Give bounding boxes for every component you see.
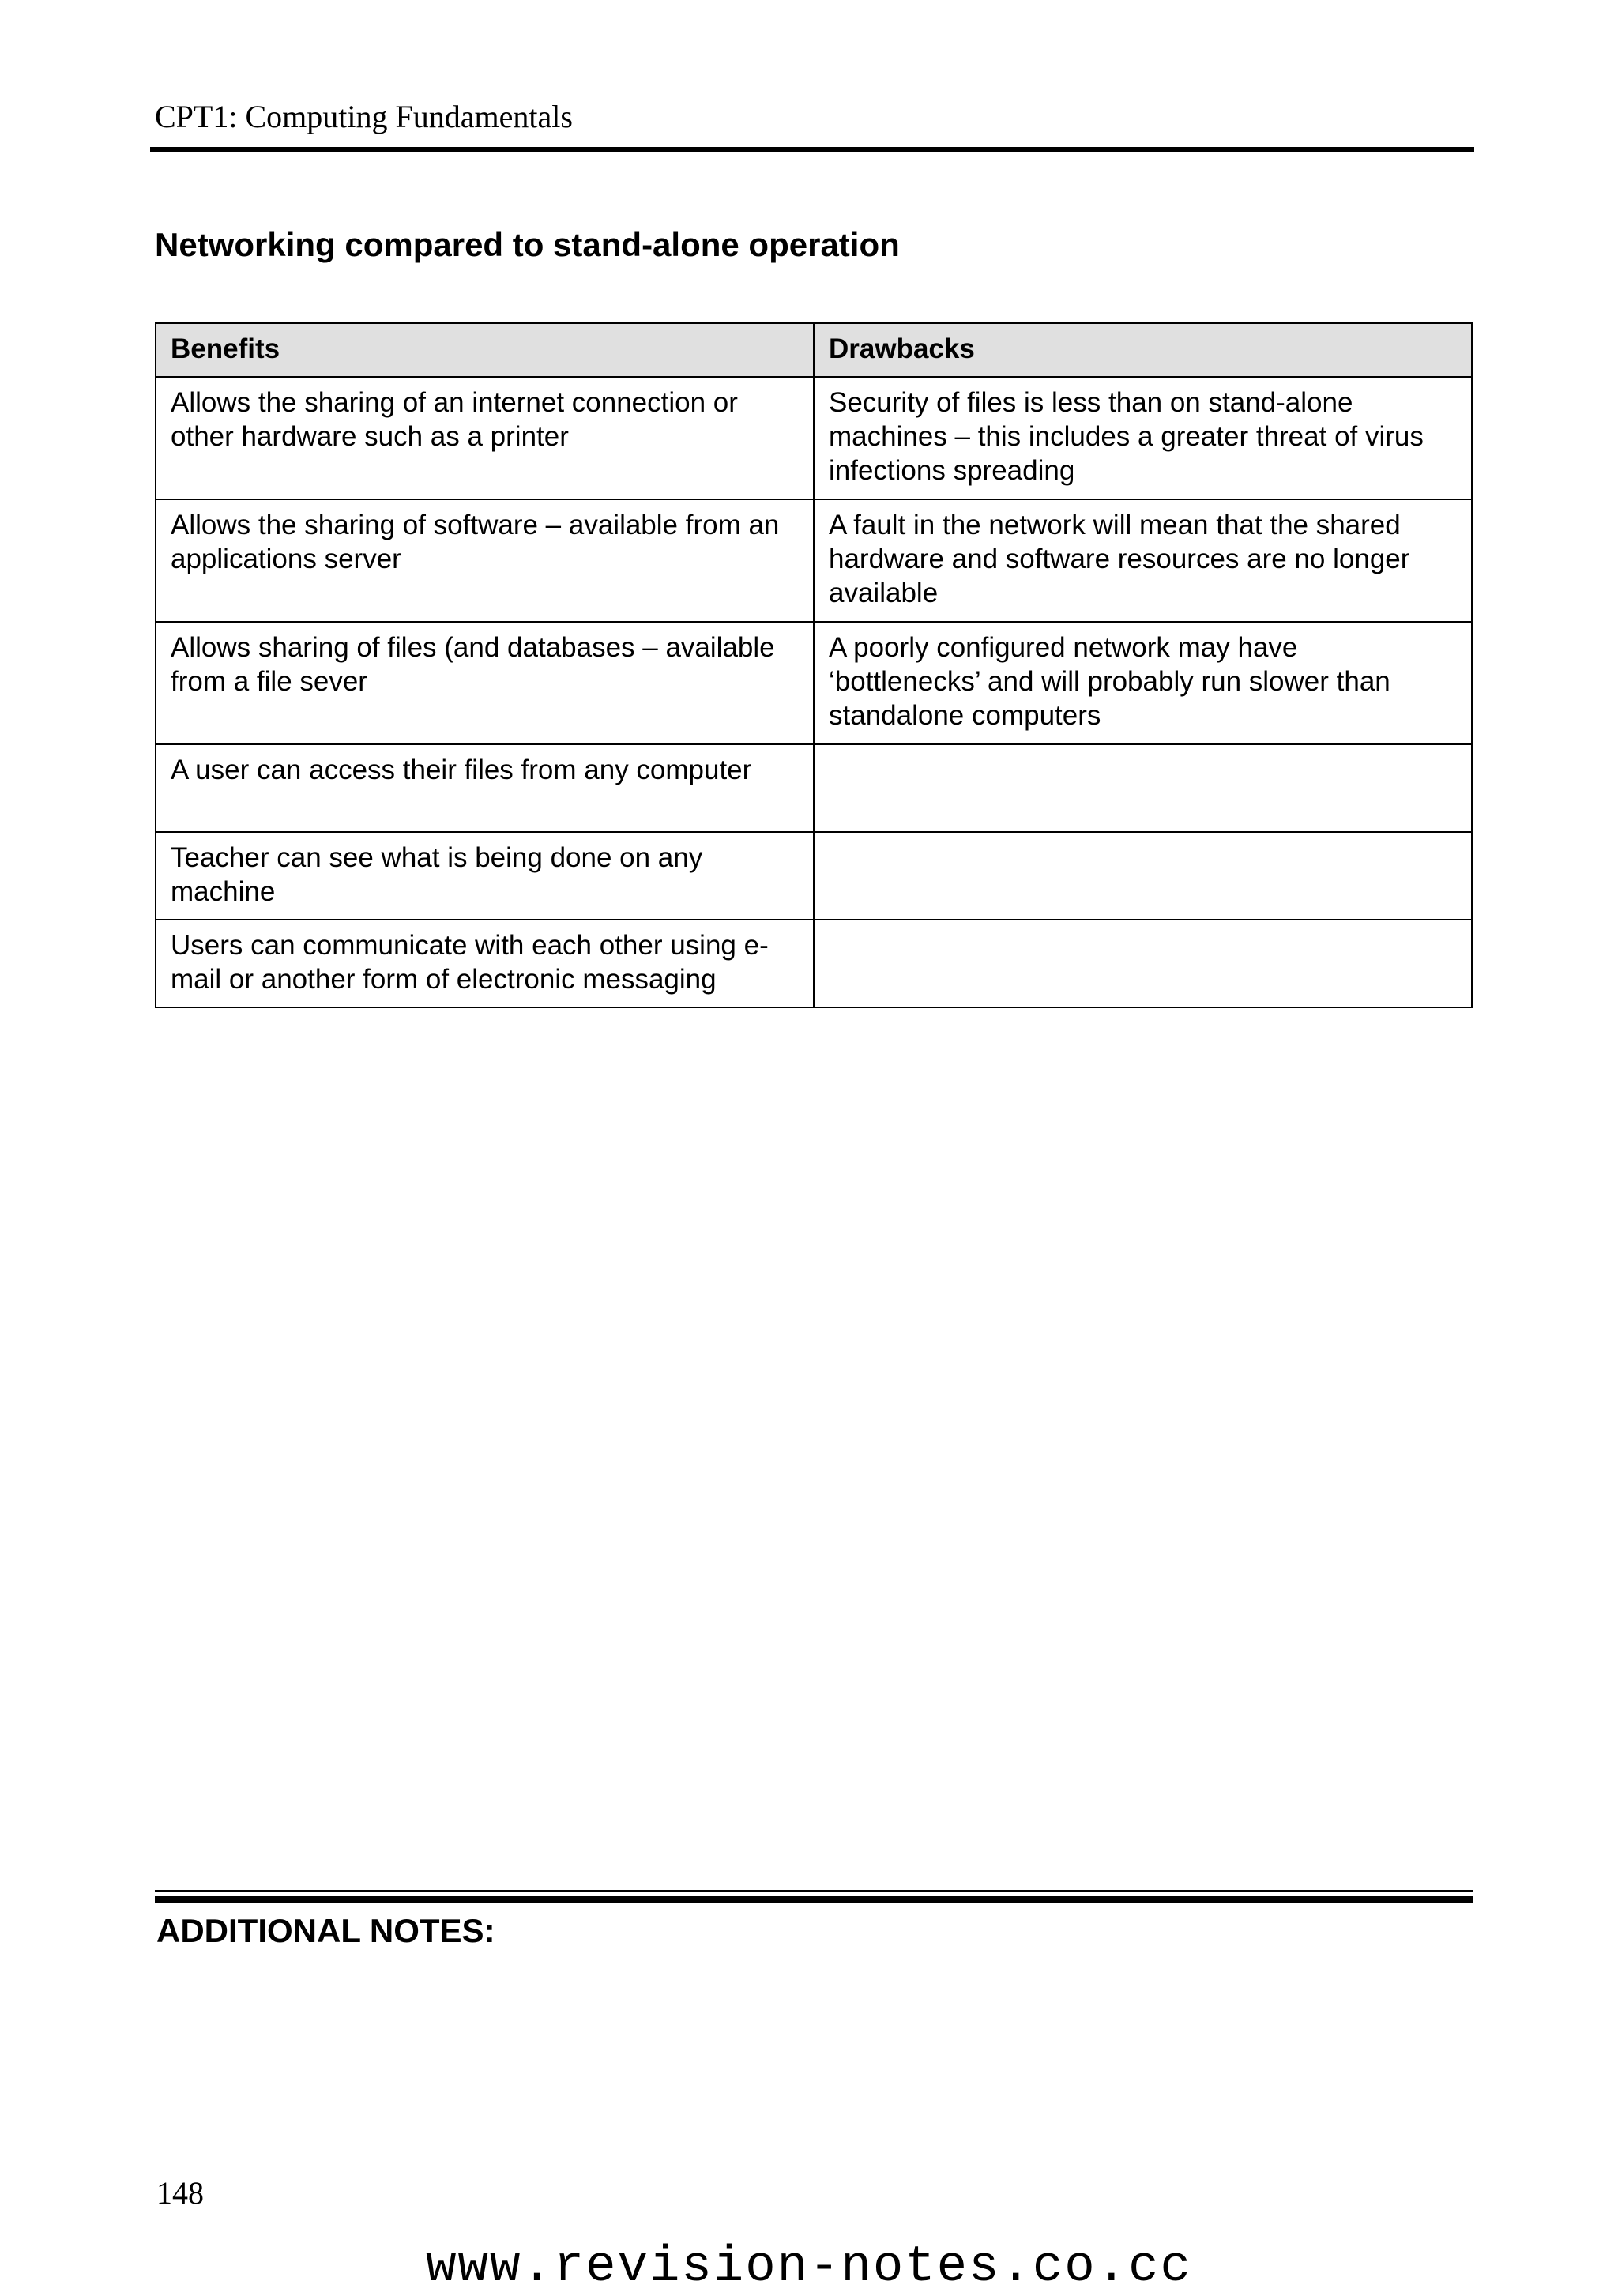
- table-header-row: [156, 323, 1472, 377]
- table-row: [156, 377, 1472, 499]
- benefit-cell: Users can communicate with each other using e-mail or another form of electronic messaging: [156, 920, 814, 1007]
- benefit-cell: Allows the sharing of an internet connection or other hardware such as a printer: [156, 377, 814, 499]
- column-header-benefits: Benefits: [156, 323, 814, 377]
- column-header-drawbacks: Drawbacks: [814, 323, 1472, 377]
- section-title: Networking compared to stand-alone operation: [155, 226, 900, 263]
- benefit-cell: A user can access their files from any computer: [156, 744, 814, 832]
- running-header: CPT1: Computing Fundamentals: [155, 99, 573, 134]
- notes-divider-thin: [155, 1890, 1473, 1892]
- benefit-cell: Teacher can see what is being done on any machine: [156, 832, 814, 920]
- notes-divider-thick: [155, 1896, 1473, 1903]
- drawback-cell: Security of files is less than on stand-alone machines – this includes a greater threat of virus infections spreading: [814, 377, 1472, 499]
- drawback-cell: A fault in the network will mean that the shared hardware and software resources are no longer available: [814, 499, 1472, 622]
- drawback-cell: [814, 920, 1472, 1007]
- drawback-cell: [814, 744, 1472, 832]
- benefit-cell: Allows sharing of files (and databases – available from a file sever: [156, 622, 814, 744]
- table-row: [156, 920, 1472, 1007]
- benefit-cell: Allows the sharing of software – available from an applications server: [156, 499, 814, 622]
- table-row: [156, 499, 1472, 622]
- table-row: [156, 832, 1472, 920]
- footer-url: www.revision-notes.co.cc: [426, 2239, 1192, 2296]
- header-rule: [150, 147, 1474, 152]
- page-number: 148: [156, 2175, 204, 2211]
- table-row: [156, 622, 1472, 744]
- comparison-table: [155, 322, 1473, 1008]
- drawback-cell: A poorly configured network may have ‘bottlenecks’ and will probably run slower than standalone computers: [814, 622, 1472, 744]
- table-row: [156, 744, 1472, 832]
- additional-notes-heading: ADDITIONAL NOTES:: [156, 1912, 495, 1949]
- drawback-cell: [814, 832, 1472, 920]
